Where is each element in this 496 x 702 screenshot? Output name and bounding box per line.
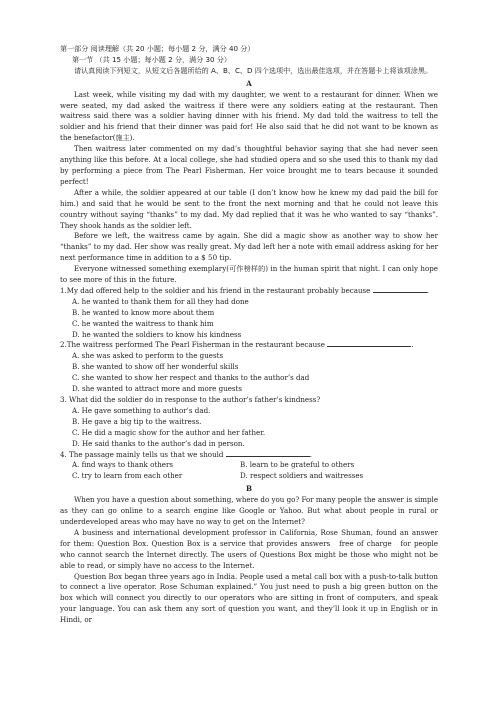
question-option: B. He gave a big tip to the waitress. xyxy=(72,416,202,426)
question-option: B. learn to be grateful to others xyxy=(240,460,355,470)
question-option: C. he wanted the waitress to thank him xyxy=(72,318,214,328)
question-option: C. He did a magic show for the author and her father. xyxy=(72,427,266,437)
question-option: A. he wanted to thank them for all they had done xyxy=(72,296,249,306)
question-stem: 2.The waitress performed The Pearl Fisherman in the restaurant because . xyxy=(60,340,414,350)
option-row xyxy=(60,460,438,471)
question-stem: 4. The passage mainly tells us that we should . xyxy=(60,449,312,459)
passage-a-paragraph: Last week, while visiting my dad with my daughter, we went to a restaurant for dinner. When we were seated, my dad asked the waitress if there were any soldiers eating at the restaurant. Then waitress said there was a soldier having dinner with his friend. My dad told the waitress to tell the soldier and his friend that their dinner was paid for! He also said that he did not want to be known as the benefactor(施主). xyxy=(60,89,438,143)
passage-a-paragraph: Everyone witnessed something exemplary(可作榜样的) in the human spirit that night. I can only hope to see more of this in the future. xyxy=(60,264,438,285)
option-row xyxy=(60,471,438,482)
question-1 xyxy=(60,286,438,341)
question-option: C. she wanted to show her respect and thanks to the author’s dad xyxy=(72,373,310,383)
question-option: A. find ways to thank others xyxy=(72,460,173,470)
passage-a-paragraph: Then waitress later commented on my dad’s thoughtful behavior saying that she had never seen anything like this before. At a local college, she had studied opera and so she used this to thank my dad by performing a piece from The Pearl Fisherman. Her voice brought me to tears because it sounded perfect! xyxy=(60,144,438,186)
passage-a-paragraph: Before we left, the waitress came by again. She did a magic show as another way to show her “thanks” to my dad. Her show was really great. My dad left her a note with email address asking for her next performance time in addition to a $ 50 tip. xyxy=(60,231,438,263)
question-option: B. she wanted to show off her wonderful skills xyxy=(72,362,239,372)
question-option: B. he wanted to know more about them xyxy=(72,307,215,317)
passage-b-paragraph: Question Box began three years ago in India. People used a metal call box with a push-to-talk button to connect a live operator. Rose Schuman explained.” You just need to push a big green button on the box which will connect you directly to our operators who are sitting in front of computers, and speak your language. You can ask them any sort of question you want, and they’ll look it up in English or in Hindi, or xyxy=(60,571,438,625)
passage-a-paragraph: After a while, the soldier appeared at our table (I don’t know how he knew my dad paid the bill for him.) and said that he would be sent to the front the next morning and that he could not leave this country without saying “thanks” to my dad. My dad replied that it was he who wanted to say “thanks”. They shook hands as the soldier left. xyxy=(60,187,438,230)
answer-blank xyxy=(373,292,427,293)
answer-blank xyxy=(226,456,310,457)
question-option: A. she was asked to perform to the guests xyxy=(72,351,224,361)
passage-a-title: A xyxy=(246,78,252,88)
question-option: D. he wanted the soldiers to know his kindness xyxy=(72,329,242,339)
part-heading: 第一部分 阅读理解（共 20 小题；每小题 2 分，满分 40 分） xyxy=(60,44,255,53)
question-2 xyxy=(60,340,438,395)
question-option: C. try to learn from each other xyxy=(72,471,183,481)
question-option: D. He said thanks to the author’s dad in person. xyxy=(72,438,245,448)
passage-b-paragraph: A business and international development professor in California, Rose Shuman, found an answer for them: Question Box. Question Box is a service that provides answers free of charge for people who cannot search the Internet directly. The users of Questions Box might be those who might not be able to read, or simply have no access to the Internet. xyxy=(60,527,438,570)
question-3 xyxy=(60,395,438,450)
question-option: D. she wanted to attract more and more guests xyxy=(72,384,243,394)
question-4 xyxy=(60,450,438,483)
passage-b-title: B xyxy=(246,484,252,494)
question-stem: 1.My dad offered help to the soldier and his friend in the restaurant probably because . xyxy=(60,285,429,295)
question-option: A. He gave something to author’s dad. xyxy=(72,405,211,415)
passage-b-paragraph: When you have a question about something, where do you go? For many people the answer is simple as they can go online to a search engine like Google or Yahoo. But what about people in rural or underdeveloped areas who may have no way to get on the Internet? xyxy=(60,495,439,526)
question-option: D. respect soldiers and waitresses xyxy=(240,471,364,481)
instruction-text: 请认真阅读下列短文，从短文后各题所给的 A、B、C、D 四个选项中，选出最佳选项，并在答题卡上将该项涂黑。 xyxy=(74,65,433,75)
question-stem: 3. What did the soldier do in response to the author’s father’s kindness? xyxy=(60,395,321,404)
answer-blank xyxy=(327,346,411,347)
section-heading: 第一节 （共 15 小题；每小题 2 分，满分 30 分） xyxy=(72,54,231,64)
